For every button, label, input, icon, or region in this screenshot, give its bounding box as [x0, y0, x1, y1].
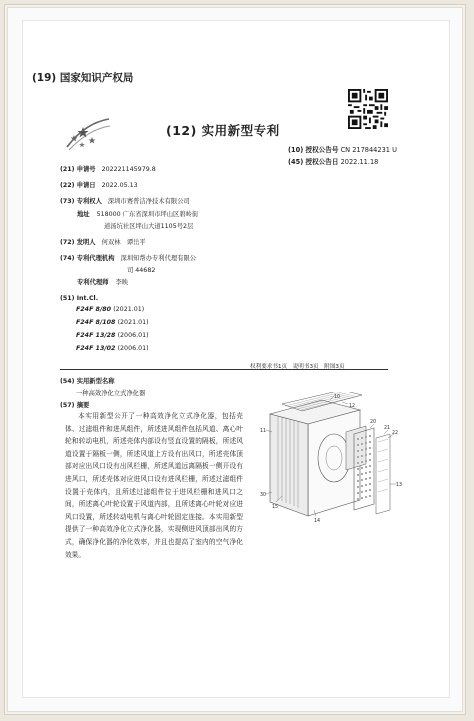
ipc-year: (2006.01) — [117, 332, 149, 339]
drawing-label: 30 — [260, 493, 267, 498]
ipc-code: F24F 8/80 — [76, 306, 112, 313]
office-name: (19) 国家知识产权局 — [32, 72, 134, 84]
drawing-label: 15 — [272, 505, 279, 510]
publication-number-code: (10) 授权公告号 — [288, 146, 339, 154]
patentee-value: 深圳市赛普洁净技术有限公司 — [107, 198, 190, 205]
ipc-code: F24F 13/28 — [76, 332, 116, 339]
abstract-text: 本实用新型公开了一种高效净化立式净化器，包括壳体、过滤组件和进风组件，所述进风组件包括风道、离心叶轮和转动电机，所述壳体内部设有竖直设置的隔板，所述风道设置于隔板一侧，所述风道上方设有出风口，所述壳体顶部对应出风口设有出风栏栅，所述风道远离隔板一侧开设有进风口，所述壳体对应进风口设有进风栏栅，所述过滤组件设置于壳体内，且所述过滤组件位于进风栏栅和进风口之间，所述离心叶轮设置于风道内部，且所述离心叶轮对应进风口设置，所述转动电机与离心叶轮固定连接。本实用新型提供了一种高效净化立式净化器，实现侧进风顶部出风的方式，确保净化器的净化效率，并且也提高了室内的空气净化效果。 — [65, 412, 243, 559]
utility-model-name: 一种高效净化立式净化器 — [76, 390, 146, 397]
drawing-label: 21 — [384, 426, 391, 431]
ipc-year: (2021.01) — [113, 306, 145, 313]
patent-agent-code: 专利代理师 — [77, 279, 109, 286]
drawing-label: 12 — [349, 404, 356, 409]
ipc-entry — [76, 306, 144, 313]
document-type-title: (12) 实用新型专利 — [166, 123, 280, 138]
application-date-code: (22) 申请日 — [60, 182, 96, 189]
patentee-code: (73) 专利权人 — [60, 198, 102, 205]
drawing-label: 20 — [370, 420, 377, 425]
patentee — [60, 196, 190, 208]
address-line-2: 道汤坑社区坪山大道1105号2层 — [104, 223, 194, 230]
qr-code — [348, 89, 388, 129]
ipc-entry — [76, 345, 149, 352]
drawing-label: 22 — [392, 431, 399, 436]
ipc-code: F24F 8/108 — [76, 319, 116, 326]
patent-agent-value: 李映 — [115, 279, 129, 286]
ipc-entry — [76, 319, 149, 326]
utility-model-name-label — [60, 376, 115, 388]
ipc-code: F24F 13/02 — [76, 345, 116, 352]
purifier-drawing — [252, 392, 404, 524]
patent-agent — [77, 277, 128, 289]
ipc-year: (2021.01) — [117, 319, 149, 326]
inventors-value: 何双林 谭岳平 — [101, 239, 146, 246]
address — [77, 209, 198, 221]
application-number-code: (21) 申请号 — [60, 166, 96, 173]
inventors-code: (72) 发明人 — [60, 239, 96, 246]
application-date-value: 2022.05.13 — [101, 182, 138, 189]
inventors — [60, 237, 146, 249]
address-line-1: 518000 广东省深圳市坪山区碧岭街 — [96, 211, 199, 218]
publication-number-value: CN 217844231 U — [340, 146, 397, 154]
application-date — [60, 180, 138, 192]
publication-date-code: (45) 授权公告日 — [288, 158, 339, 166]
publication-date — [288, 156, 378, 166]
section-divider — [60, 369, 388, 370]
drawing-label: 13 — [396, 483, 403, 488]
patent-agency-line-1: 深圳知帮办专利代理有限公 — [120, 255, 197, 262]
publication-date-value: 2022.11.18 — [340, 158, 379, 166]
ipc-entry — [76, 332, 149, 339]
drawing-label: 10 — [334, 395, 341, 400]
publication-number — [288, 144, 397, 154]
utility-model-name-label-text: (54) 实用新型名称 — [60, 378, 115, 385]
patent-agency-line-2: 司 44682 — [127, 267, 156, 274]
application-number — [60, 164, 156, 176]
abstract-label-text: (57) 摘要 — [60, 402, 90, 409]
int-cl-label-text: (51) Int.Cl. — [60, 295, 99, 302]
cnipa-emblem-icon — [63, 113, 113, 153]
ipc-year: (2006.01) — [117, 345, 149, 352]
int-cl-label — [60, 293, 98, 305]
address-code: 地址 — [77, 211, 90, 218]
drawing-label: 14 — [314, 519, 321, 524]
page-count-info: 权利要求书1页 说明书3页 附图3页 — [250, 364, 345, 370]
patent-agency — [60, 253, 196, 265]
drawing-label: 11 — [260, 429, 267, 434]
patent-agency-code: (74) 专利代理机构 — [60, 255, 115, 262]
application-number-value: 202221145979.8 — [101, 166, 156, 173]
